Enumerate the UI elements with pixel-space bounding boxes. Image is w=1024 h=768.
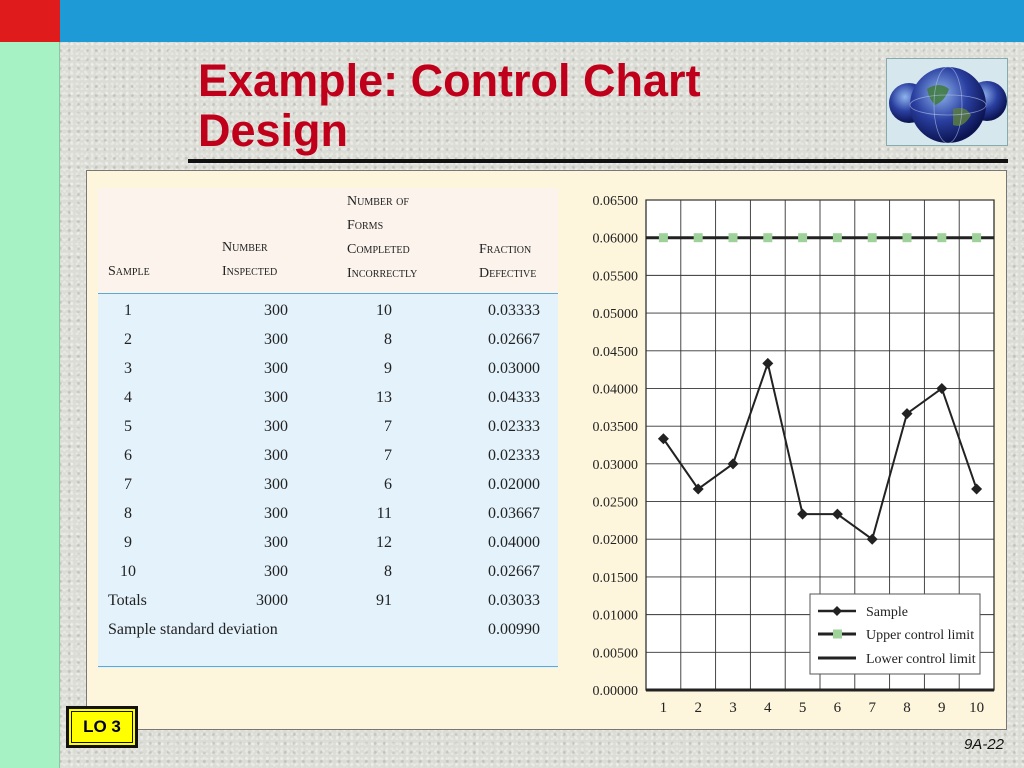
cell-inspected: 300 [264, 389, 288, 406]
cell-inspected: 300 [264, 331, 288, 348]
slide-title [198, 56, 858, 156]
cell-incorrect: 7 [384, 447, 392, 464]
control-chart [566, 186, 1002, 726]
x-tick-label: 3 [729, 700, 737, 716]
x-tick-label: 8 [903, 700, 911, 716]
cell-fraction: 0.03667 [488, 505, 540, 522]
cell-inspected: 300 [264, 563, 288, 580]
y-tick-label: 0.00500 [592, 646, 638, 662]
cell-incorrect: 8 [384, 563, 392, 580]
x-tick-label: 4 [764, 700, 772, 716]
totals-inspected: 3000 [256, 592, 288, 609]
cell-sample: 7 [124, 476, 132, 493]
cell-sample: 6 [124, 447, 132, 464]
upper-control-limit-marker [868, 233, 877, 242]
cell-inspected: 300 [264, 476, 288, 493]
legend-label: Sample [866, 605, 908, 620]
cell-inspected: 300 [264, 447, 288, 464]
upper-control-limit-marker [972, 233, 981, 242]
lo-label: LO 3 [83, 717, 121, 736]
cell-inspected: 300 [264, 302, 288, 319]
cell-incorrect: 12 [376, 534, 392, 551]
y-tick-label: 0.02000 [592, 533, 638, 549]
cell-incorrect: 8 [384, 331, 392, 348]
slide-title-line1: Example: Control Chart [198, 55, 701, 106]
cell-incorrect: 11 [376, 505, 392, 522]
x-tick-label: 1 [659, 700, 668, 716]
upper-control-limit-marker [763, 233, 772, 242]
y-tick-label: 0.01000 [592, 608, 638, 624]
x-tick-label: 6 [833, 700, 842, 716]
cell-fraction: 0.03000 [488, 360, 540, 377]
header-fraction-defective: Fraction Defective [479, 242, 537, 281]
upper-control-limit-marker [694, 233, 703, 242]
cell-fraction: 0.02333 [488, 447, 540, 464]
cell-fraction: 0.02333 [488, 418, 540, 435]
upper-control-limit-marker [659, 233, 668, 242]
totals-label: Totals [108, 592, 147, 609]
cell-sample: 1 [124, 302, 132, 319]
x-tick-label: 9 [938, 700, 946, 716]
cell-fraction: 0.02000 [488, 476, 540, 493]
top-bar [0, 0, 1024, 42]
header-number-inspected: Number Inspected [222, 240, 278, 279]
x-tick-label: 10 [969, 700, 985, 716]
totals-incorrect: 91 [376, 592, 392, 609]
cell-inspected: 300 [264, 418, 288, 435]
cell-sample: 3 [124, 360, 132, 377]
totals-fraction: 0.03033 [488, 592, 540, 609]
y-tick-label: 0.02500 [592, 495, 638, 511]
y-tick-label: 0.05500 [592, 269, 638, 285]
y-tick-label: 0.00000 [592, 684, 638, 699]
cell-incorrect: 13 [376, 389, 392, 406]
cell-sample: 9 [124, 534, 132, 551]
header-number-incorrect: Number of Forms Completed Incorrectly [347, 194, 418, 281]
y-tick-label: 0.04000 [592, 382, 638, 398]
upper-control-limit-marker [937, 233, 946, 242]
x-tick-label: 5 [798, 700, 807, 716]
table-header [98, 188, 558, 294]
y-tick-label: 0.06500 [592, 194, 638, 209]
cell-sample: 8 [124, 505, 132, 522]
upper-control-limit-marker [729, 233, 738, 242]
cell-inspected: 300 [264, 505, 288, 522]
globe-icon [887, 59, 1008, 146]
cell-incorrect: 6 [384, 476, 392, 493]
std-dev-label: Sample standard deviation [108, 621, 278, 638]
table-bottom-rule [98, 666, 558, 667]
lo-badge [66, 706, 138, 748]
cell-sample: 5 [124, 418, 132, 435]
std-dev-fraction: 0.00990 [488, 621, 540, 638]
y-tick-label: 0.05000 [592, 307, 638, 323]
legend-label: Lower control limit [866, 652, 976, 667]
cell-incorrect: 9 [384, 360, 392, 377]
cell-fraction: 0.03333 [488, 302, 540, 319]
y-tick-label: 0.06000 [592, 231, 638, 247]
title-rule [188, 159, 1008, 163]
cell-inspected: 300 [264, 360, 288, 377]
cell-fraction: 0.04333 [488, 389, 540, 406]
x-tick-label: 2 [694, 700, 702, 716]
upper-control-limit-marker [833, 233, 842, 242]
legend-ucl-marker [833, 630, 842, 639]
cell-fraction: 0.02667 [488, 331, 540, 348]
cell-incorrect: 10 [376, 302, 392, 319]
x-tick-label: 7 [868, 700, 876, 716]
cell-inspected: 300 [264, 534, 288, 551]
page-number: 9A-22 [963, 736, 1004, 753]
corner-accent [0, 0, 60, 42]
y-tick-label: 0.03000 [592, 457, 638, 473]
cell-sample: 10 [120, 563, 136, 580]
header-sample: Sample [108, 264, 150, 279]
cell-sample: 2 [124, 331, 132, 348]
control-chart-svg [566, 186, 1002, 726]
legend-label: Upper control limit [866, 628, 975, 643]
slide-title-line2: Design [198, 105, 349, 156]
cell-sample: 4 [124, 389, 132, 406]
cell-fraction: 0.02667 [488, 563, 540, 580]
left-strip [0, 42, 60, 768]
globe-image [886, 58, 1008, 146]
y-tick-label: 0.04500 [592, 344, 638, 360]
y-tick-label: 0.03500 [592, 420, 638, 436]
y-tick-label: 0.01500 [592, 570, 638, 586]
cell-fraction: 0.04000 [488, 534, 540, 551]
cell-incorrect: 7 [384, 418, 392, 435]
upper-control-limit-marker [798, 233, 807, 242]
upper-control-limit-marker [903, 233, 912, 242]
data-table [98, 188, 558, 668]
